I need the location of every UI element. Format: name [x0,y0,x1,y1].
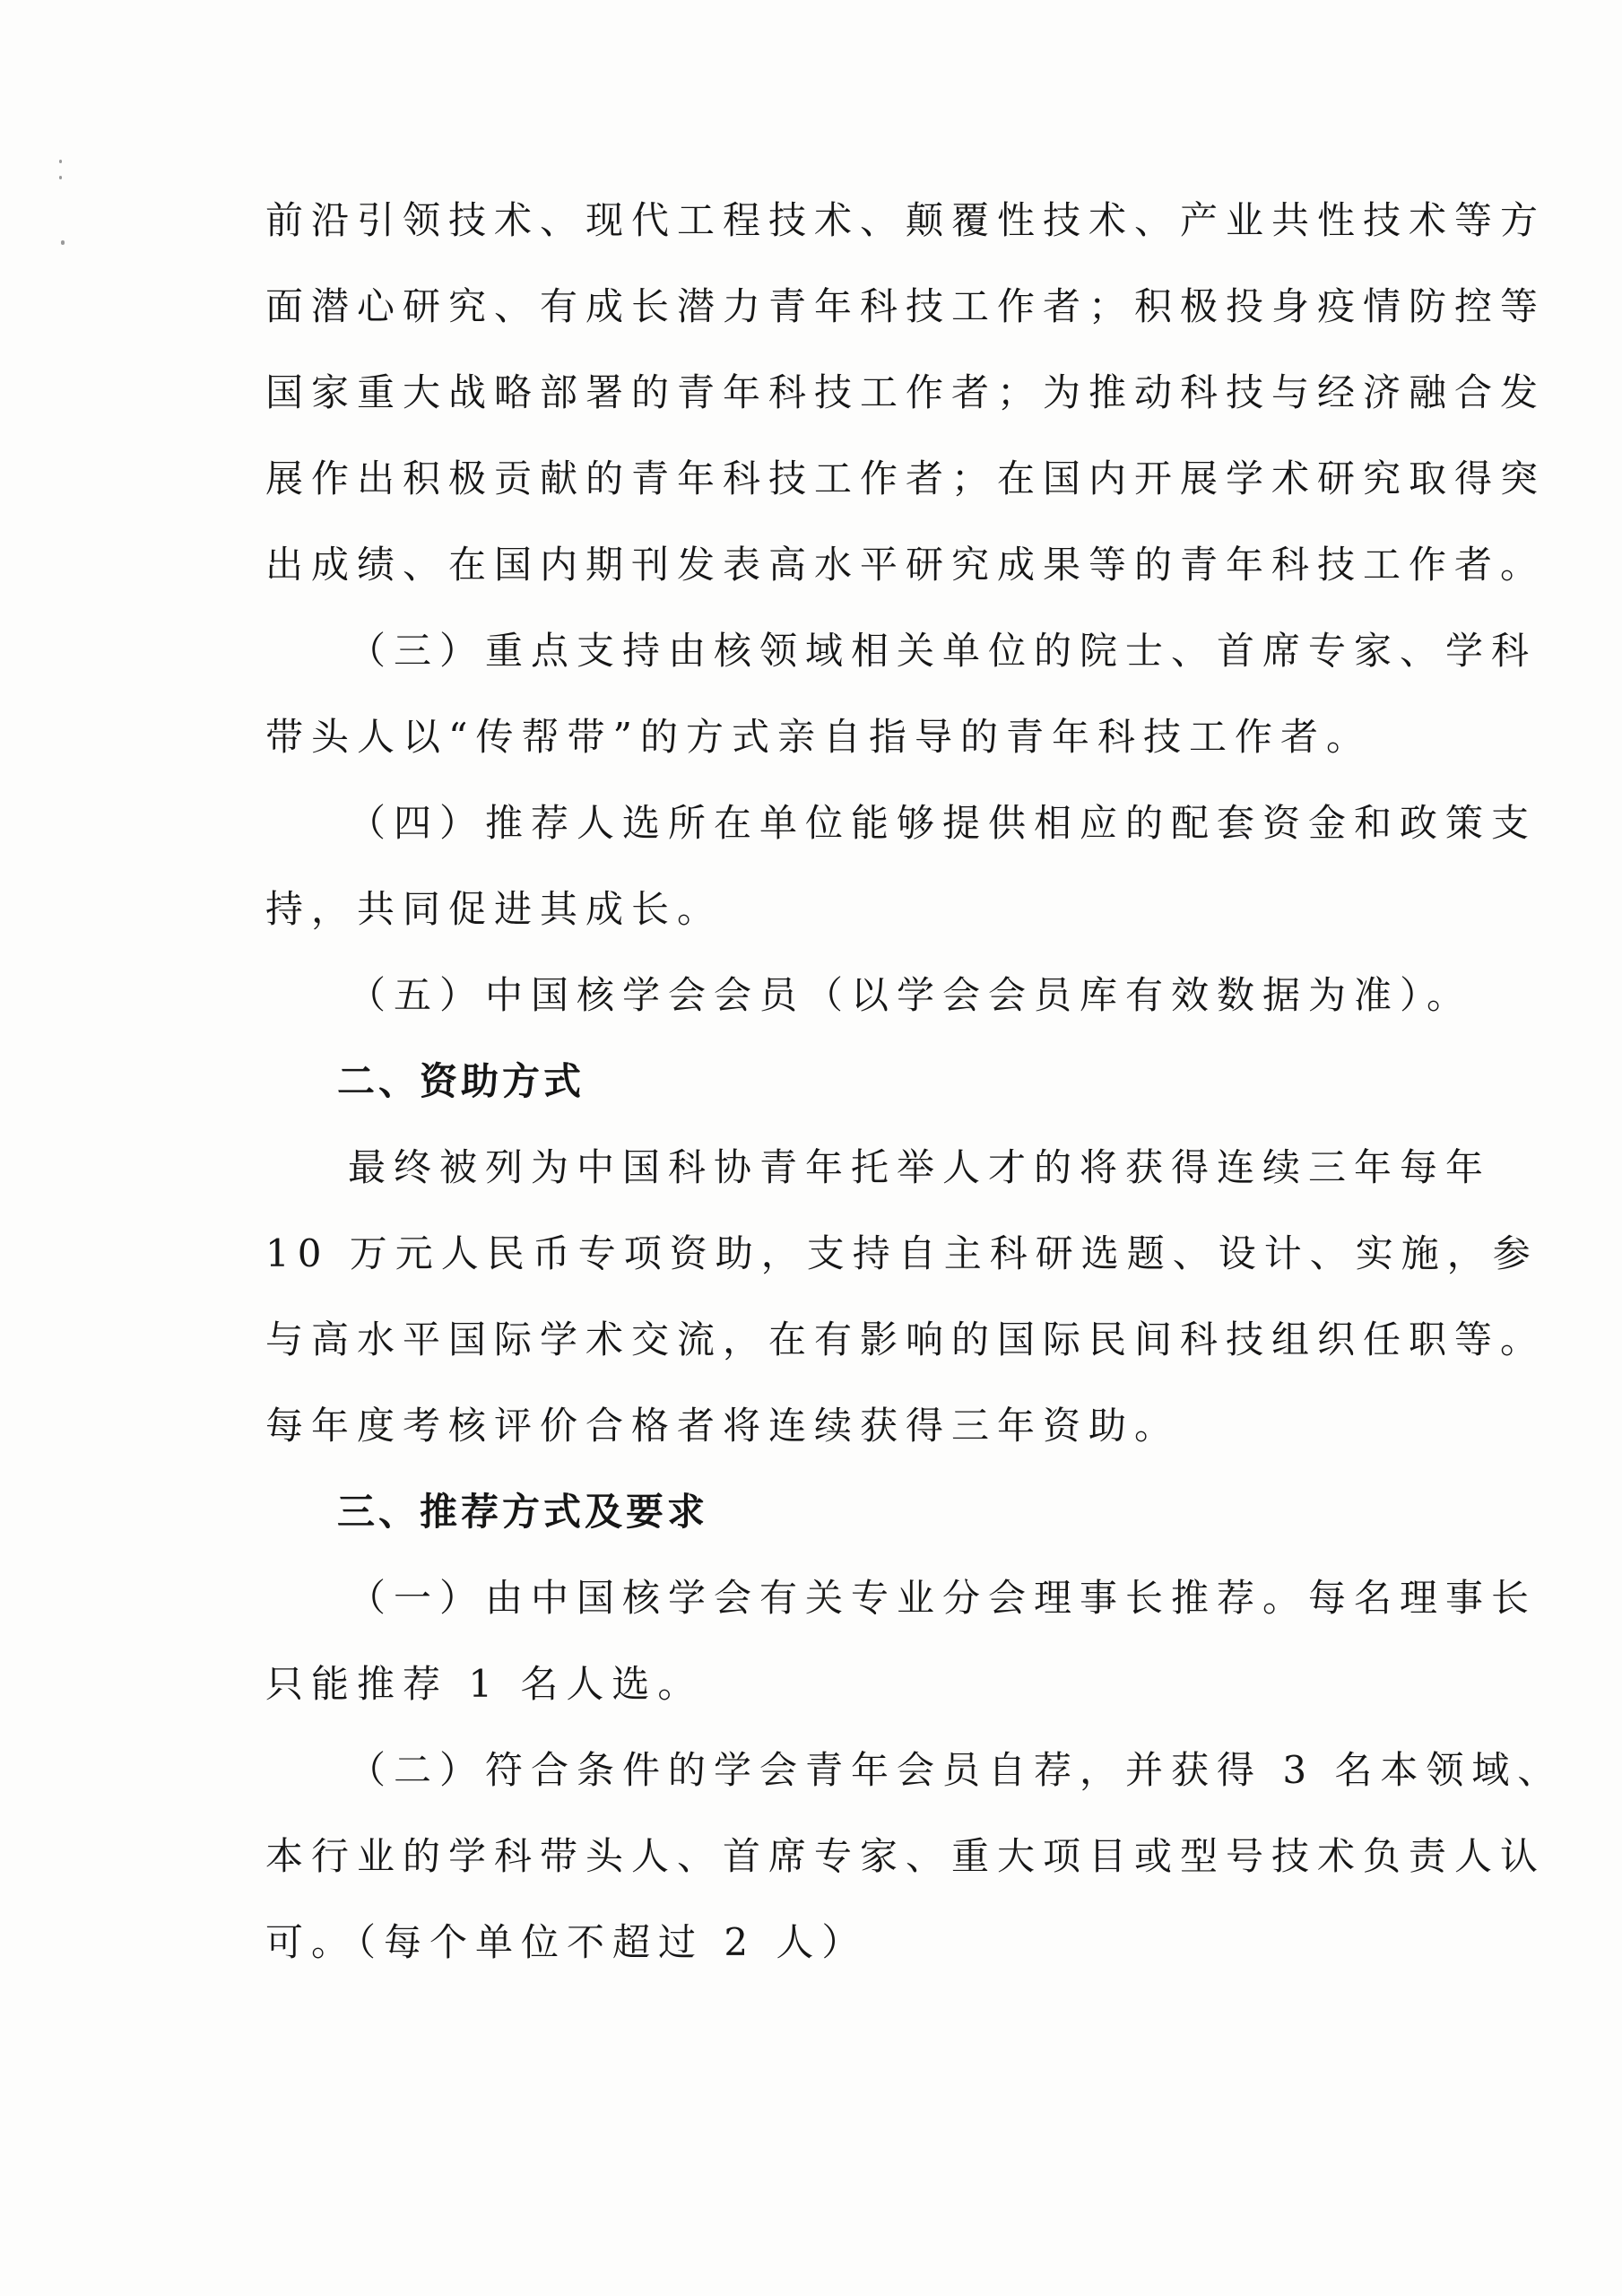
scan-mark [59,176,62,179]
paragraph-line: 可。（每个单位不超过 2 人） [265,1920,868,1964]
section-heading-funding: 二、资助方式 [337,1059,585,1103]
paragraph-line: 每年度考核评价合格者将连续获得三年资助。 [265,1404,1181,1448]
paragraph-line: 国家重大战略部署的青年科技工作者；为推动科技与经济融合发 [265,370,1547,414]
paragraph-line: 10 万元人民币专项资助，支持自主科研选题、设计、实施，参 [265,1231,1539,1275]
paragraph-line: 只能推荐 1 名人选。 [265,1662,704,1706]
section-heading-recommendation: 三、推荐方式及要求 [337,1490,709,1534]
list-item-four: （四）推荐人选所在单位能够提供相应的配套资金和政策支 [348,801,1538,845]
paragraph-line: 本行业的学科带头人、首席专家、重大项目或型号技术负责人认 [265,1834,1547,1878]
document-body [265,178,1564,1986]
paragraph-line: 持，共同促进其成长。 [265,887,724,931]
paragraph-line: 出成绩、在国内期刊发表高水平研究成果等的青年科技工作者。 [265,543,1547,587]
paragraph-line: 展作出积极贡献的青年科技工作者；在国内开展学术研究取得突 [265,457,1547,500]
list-item-one: （一）由中国核学会有关专业分会理事长推荐。每名理事长 [348,1576,1538,1620]
list-item-five: （五）中国核学会会员（以学会会员库有效数据为准）。 [348,973,1473,1017]
list-item-three: （三）重点支持由核领域相关单位的院士、首席专家、学科 [348,629,1538,673]
scan-mark [59,160,62,163]
list-item-two: （二）符合条件的学会青年会员自荐，并获得 3 名本领域、 [348,1748,1564,1792]
paragraph-line: 与高水平国际学术交流，在有影响的国际民间科技组织任职等。 [265,1318,1547,1361]
scan-mark [61,240,65,245]
paragraph-line: 带头人以“传帮带”的方式亲自指导的青年科技工作者。 [265,715,1372,759]
paragraph-line: 前沿引领技术、现代工程技术、颠覆性技术、产业共性技术等方 [265,198,1547,242]
paragraph-line: 面潜心研究、有成长潜力青年科技工作者；积极投身疫情防控等 [265,284,1547,328]
paragraph-line: 最终被列为中国科协青年托举人才的将获得连续三年每年 [348,1145,1492,1189]
